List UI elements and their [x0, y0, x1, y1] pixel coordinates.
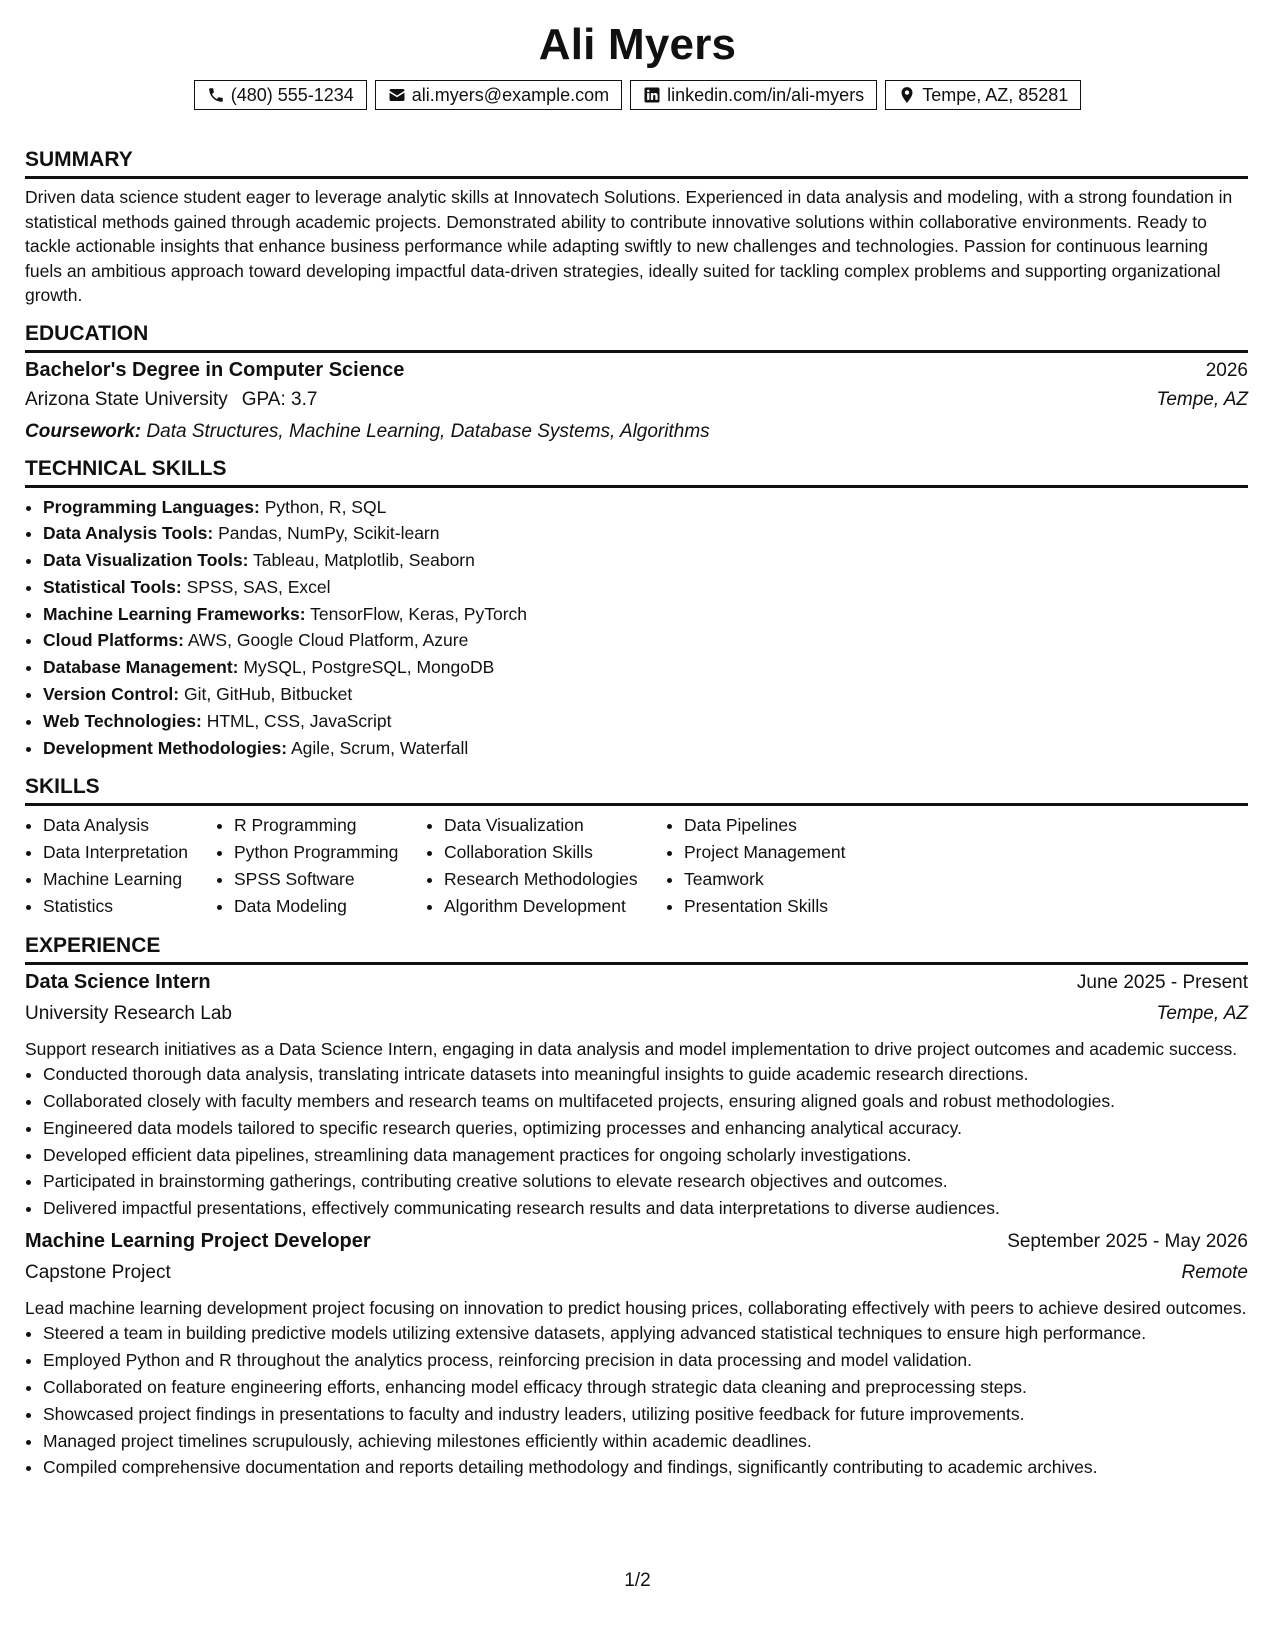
skill-category: Data Visualization Tools: [43, 550, 249, 571]
job-header-row [25, 971, 1248, 1003]
list-item [43, 735, 1248, 762]
education-heading: EDUCATION [25, 322, 1248, 353]
technical-skills-section [25, 457, 1248, 762]
list-item: • Research Methodologies [444, 866, 666, 893]
education-date: 2026 [1205, 359, 1248, 381]
skills-column-3 [426, 812, 666, 919]
list-item: • Algorithm Development [444, 893, 666, 920]
job-location: Tempe, AZ [1156, 1002, 1248, 1024]
technical-skills-list [25, 494, 1248, 762]
list-item [43, 601, 1248, 628]
list-item: • Data Pipelines [684, 812, 914, 839]
location-text: Tempe, AZ, 85281 [922, 84, 1069, 105]
skill-category: Web Technologies: [43, 710, 202, 731]
summary-text: Driven data science student eager to leverage analytic skills at Innovatech Solutions. Experienced in data analysis and modeling, with a strong foundation in statistical methods gained through academic projects. Demonstrated ability to contribute innovative solutions within collaborative environments. Ready to tackle actionable insights that enhance business performance while adapting swiftly to new challenges and technologies. Passion for continuous learning fuels an ambitious approach toward developing impactful data-driven strategies, ideally suited for tackling complex problems and supporting organizational growth. [25, 187, 1233, 305]
resume-body [25, 148, 1248, 1495]
skills-column-1 [25, 812, 216, 919]
skill-values: SPSS, SAS, Excel [186, 576, 331, 597]
experience-entry-2 [25, 1230, 1248, 1481]
job-bullets [25, 1320, 1248, 1481]
linkedin-icon [643, 86, 661, 104]
list-item: • Statistics [43, 893, 216, 920]
list-item: • SPSS Software [234, 866, 426, 893]
education-location: Tempe, AZ [1156, 388, 1248, 410]
list-item: • Showcased project findings in presentations to faculty and industry leaders, utilizing positive feedback for future improvements. [43, 1401, 1248, 1428]
skill-values: AWS, Google Cloud Platform, Azure [187, 630, 469, 651]
list-item [43, 627, 1248, 654]
skill-category: Version Control: [43, 684, 180, 705]
degree-title: Bachelor's Degree in Computer Science [25, 358, 405, 381]
skills-section [25, 775, 1248, 919]
list-item: • Data Visualization [444, 812, 666, 839]
list-item [43, 681, 1248, 708]
skill-values: Agile, Scrum, Waterfall [290, 737, 469, 758]
job-bullets [25, 1061, 1248, 1222]
skill-values: Git, GitHub, Bitbucket [184, 684, 353, 705]
list-item [43, 494, 1248, 521]
phone-icon [207, 86, 225, 104]
skill-category: Machine Learning Frameworks: [43, 603, 306, 624]
education-row-school [25, 389, 1248, 419]
skill-category: Development Methodologies: [43, 737, 288, 758]
summary-heading: SUMMARY [25, 148, 1248, 179]
skill-values: MySQL, PostgreSQL, MongoDB [243, 657, 495, 678]
skills-heading: SKILLS [25, 775, 1248, 806]
list-item: • Developed efficient data pipelines, streamlining data management practices for ongoing scholarly investigations. [43, 1142, 1248, 1169]
list-item: • Machine Learning [43, 866, 216, 893]
map-marker-icon [898, 86, 916, 104]
list-item: • Collaborated on feature engineering efforts, enhancing model efficacy through strategic data cleaning and preprocessing steps. [43, 1374, 1248, 1401]
list-item: • Participated in brainstorming gatherings, contributing creative solutions to elevate research objectives and outcomes. [43, 1168, 1248, 1195]
technical-skills-heading: TECHNICAL SKILLS [25, 457, 1248, 488]
list-item: • Steered a team in building predictive models utilizing extensive datasets, applying advanced statistical techniques to ensure high performance. [43, 1320, 1248, 1347]
school-name: Arizona State University [25, 388, 228, 410]
job-date: September 2025 - May 2026 [1007, 1230, 1248, 1252]
list-item: • Teamwork [684, 866, 914, 893]
list-item [43, 654, 1248, 681]
skill-category: Cloud Platforms: [43, 630, 184, 651]
skill-category: Data Analysis Tools: [43, 523, 214, 544]
experience-heading: EXPERIENCE [25, 934, 1248, 965]
job-title: Data Science Intern [25, 970, 211, 993]
coursework-label: Coursework: [25, 420, 142, 442]
skill-values: Tableau, Matplotlib, Seaborn [253, 550, 475, 571]
phone-text: (480) 555-1234 [230, 84, 354, 105]
candidate-name: Ali Myers [538, 20, 737, 69]
skill-values: Pandas, NumPy, Scikit-learn [218, 523, 440, 544]
coursework-list: Data Structures, Machine Learning, Database Systems, Algorithms [146, 420, 710, 442]
list-item: • Project Management [684, 839, 914, 866]
list-item: • Conducted thorough data analysis, translating intricate datasets into meaningful insights to guide academic research directions. [43, 1061, 1248, 1088]
list-item: • Data Interpretation [43, 839, 216, 866]
job-location: Remote [1181, 1261, 1248, 1283]
skill-values: HTML, CSS, JavaScript [206, 710, 392, 731]
skills-column-2 [216, 812, 426, 919]
list-item: • Employed Python and R throughout the analytics process, reinforcing precision in data processing and model validation. [43, 1347, 1248, 1374]
linkedin-text: linkedin.com/in/ali-myers [667, 84, 865, 105]
job-company: Capstone Project [25, 1261, 171, 1283]
job-title: Machine Learning Project Developer [25, 1229, 371, 1252]
skill-values: Python, R, SQL [264, 496, 387, 517]
job-company-row [25, 1262, 1248, 1294]
job-company-row [25, 1003, 1248, 1035]
list-item: • Data Analysis [43, 812, 216, 839]
list-item: • Python Programming [234, 839, 426, 866]
contact-location [885, 80, 1081, 110]
gpa: GPA: 3.7 [241, 388, 318, 410]
summary-section [25, 148, 1248, 308]
contact-email[interactable] [375, 80, 622, 110]
experience-entry-1 [25, 971, 1248, 1222]
skill-values: TensorFlow, Keras, PyTorch [310, 603, 528, 624]
list-item: • Engineered data models tailored to specific research queries, optimizing processes and enhancing analytical accuracy. [43, 1115, 1248, 1142]
skill-category: Statistical Tools: [43, 576, 182, 597]
job-header-row [25, 1230, 1248, 1262]
coursework [25, 421, 1248, 443]
list-item: • Data Modeling [234, 893, 426, 920]
envelope-icon [388, 86, 406, 104]
skills-grid [25, 812, 1248, 919]
contact-bar [0, 80, 1275, 110]
page-number: 1/2 [624, 1570, 651, 1591]
job-description: Lead machine learning development project focusing on innovation to predict housing prices, collaborating effectively with peers to achieve desired outcomes. [25, 1297, 1247, 1318]
list-item [43, 708, 1248, 735]
list-item: • Managed project timelines scrupulously, achieving milestones efficiently within academic deadlines. [43, 1428, 1248, 1455]
experience-section [25, 934, 1248, 1482]
contact-linkedin[interactable] [630, 80, 877, 110]
school-line [25, 389, 317, 411]
job-date: June 2025 - Present [1076, 971, 1248, 993]
job-description: Support research initiatives as a Data Science Intern, engaging in data analysis and model implementation to drive project outcomes and academic success. [25, 1038, 1238, 1059]
education-section [25, 322, 1248, 443]
list-item: • Delivered impactful presentations, effectively communicating research results and data interpretations to diverse audiences. [43, 1195, 1248, 1222]
list-item: • Collaborated closely with faculty members and research teams on multifaceted projects, ensuring aligned goals and robust methodologies. [43, 1088, 1248, 1115]
list-item [43, 520, 1248, 547]
list-item: • Presentation Skills [684, 893, 914, 920]
list-item: • R Programming [234, 812, 426, 839]
list-item [43, 547, 1248, 574]
list-item: • Collaboration Skills [444, 839, 666, 866]
email-text: ali.myers@example.com [411, 84, 610, 105]
list-item [43, 574, 1248, 601]
skills-column-4 [666, 812, 914, 919]
skill-category: Programming Languages: [43, 496, 260, 517]
job-company: University Research Lab [25, 1002, 232, 1024]
contact-phone[interactable] [194, 80, 367, 110]
skill-category: Database Management: [43, 657, 239, 678]
list-item: • Compiled comprehensive documentation and reports detailing methodology and findings, significantly contributing to academic archives. [43, 1454, 1248, 1481]
education-row-degree [25, 359, 1248, 389]
